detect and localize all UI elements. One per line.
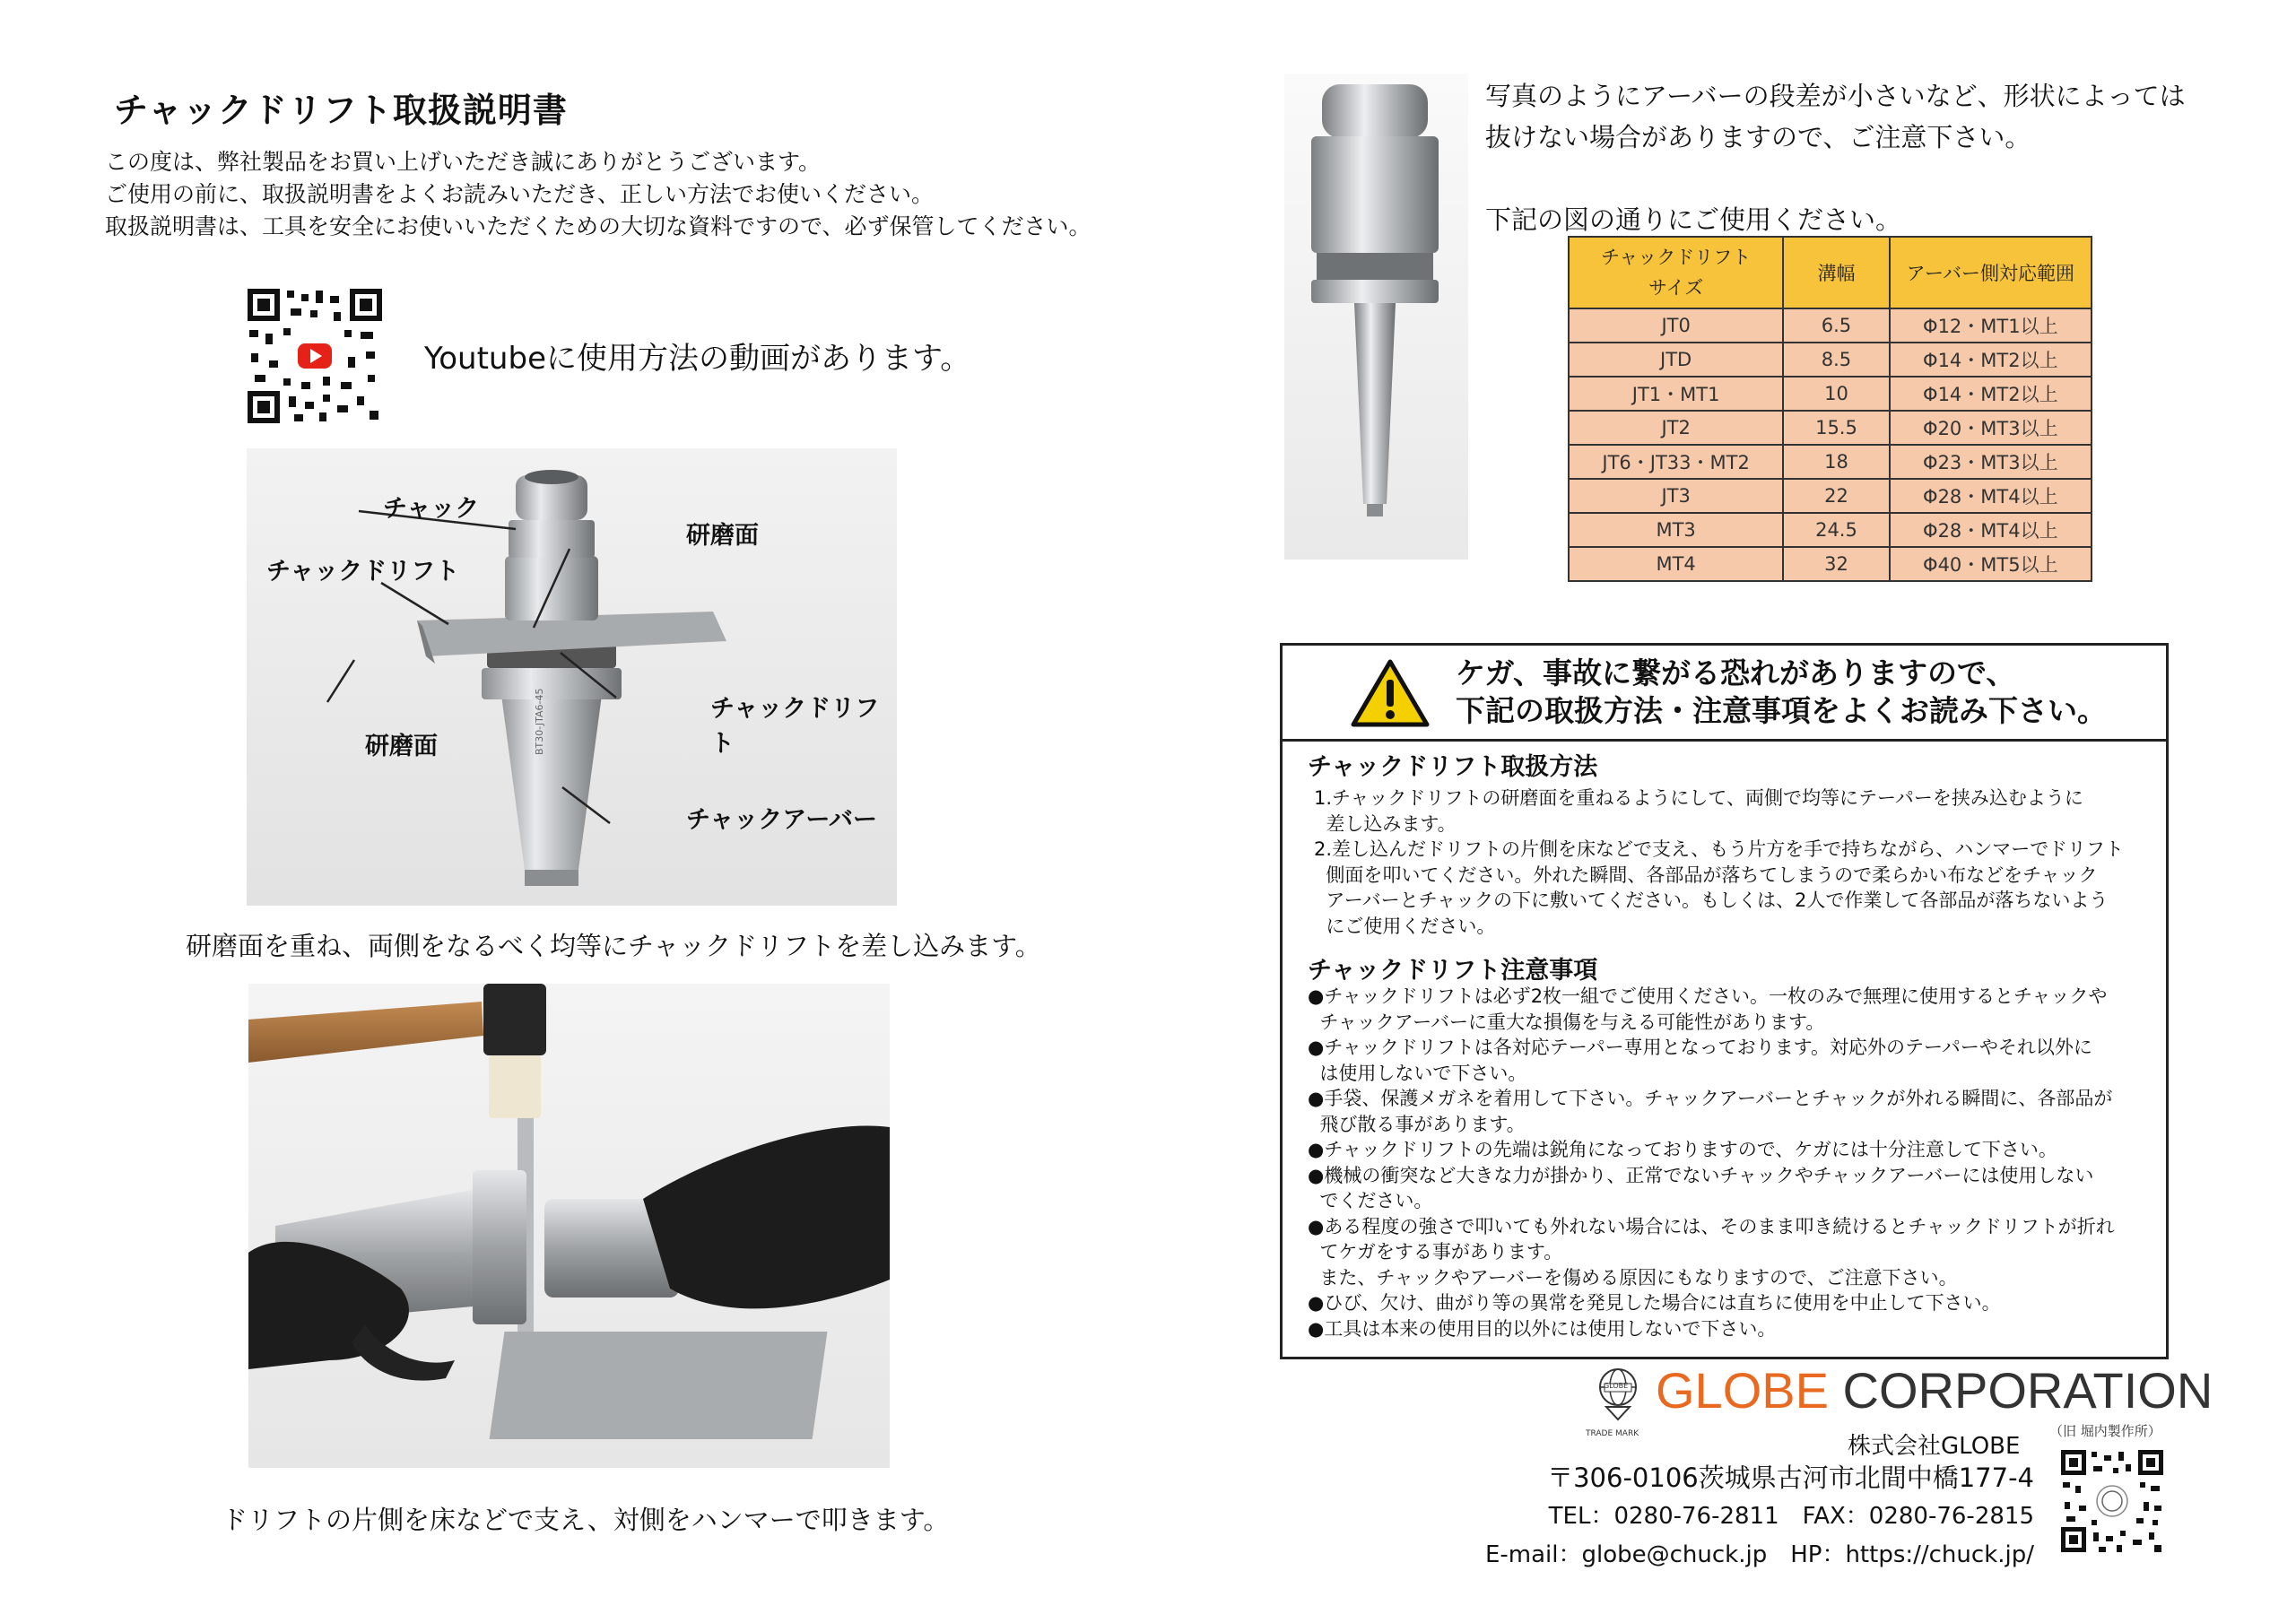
document-title: チャックドリフト取扱説明書 <box>114 91 568 130</box>
table-cell: Φ14・MT2以上 <box>1890 377 2092 411</box>
list-item: にご使用ください。 <box>1314 915 1496 937</box>
list-item: 側面を叩いてください。外れた瞬間、各部品が落ちてしまうので柔らかい布などをチャック <box>1314 864 2098 886</box>
table-cell: MT3 <box>1569 513 1783 547</box>
list-item: ●ある程度の強さで叩いても外れない場合には、そのまま叩き続けるとチャックドリフトが折れ <box>1308 1215 2115 1237</box>
company-name <box>1656 1361 2213 1419</box>
table-cell: JT1・MT1 <box>1569 377 1783 411</box>
list-item: は使用しないで下さい。 <box>1308 1062 1527 1084</box>
warning-triangle-icon <box>1350 658 1431 728</box>
chuck-parts-photo <box>247 448 897 906</box>
table-row <box>1569 479 2092 513</box>
globe-logo-icon <box>1592 1366 1644 1427</box>
table-cell: Φ40・MT5以上 <box>1890 547 2092 581</box>
company-address: 〒306-0106茨城県古河市北間中橋177-4 <box>1547 1462 2034 1493</box>
list-item: ●機械の衝突など大きな力が掛かり、正常でないチャックやチャックアーバーには使用しない <box>1308 1164 2094 1186</box>
table-cell: JT2 <box>1569 411 1783 445</box>
small-step-arbor-photo <box>1284 74 1468 560</box>
company-brand: GLOBE <box>1656 1362 1829 1419</box>
warning-title-line: ケガ、事故に繋がる恐れがありますので、 <box>1456 655 2016 690</box>
youtube-qr-code[interactable] <box>248 289 382 423</box>
hammering-photo <box>248 984 890 1468</box>
table-cell: 22 <box>1783 479 1889 513</box>
list-item: 差し込みます。 <box>1314 812 1457 835</box>
table-header: アーバー側対応範囲 <box>1890 237 2092 308</box>
intro-line: ご使用の前に、取扱説明書をよくお読みいただき、正しい方法でお使いください。 <box>105 181 935 207</box>
label-drift-right: チャックドリフト <box>710 695 880 758</box>
table-cell: 24.5 <box>1783 513 1889 547</box>
list-item: チャックアーバーに重大な損傷を与える可能性があります。 <box>1308 1011 1825 1033</box>
caption-photo1: 研磨面を重ね、両側をなるべく均等にチャックドリフトを差し込みます。 <box>186 931 1041 961</box>
list-item: ●チャックドリフトは各対応テーパー専用となっております。対応外のテーパーやそれ以外に <box>1308 1037 2092 1058</box>
table-header: チャックドリフト サイズ <box>1569 237 1783 308</box>
table-cell: 6.5 <box>1783 308 1889 343</box>
list-item: ●チャックドリフトは必ず2枚一組でご使用ください。一枚のみで無理に使用するとチャックや <box>1308 985 2108 1007</box>
table-cell: Φ23・MT3以上 <box>1890 445 2092 479</box>
company-qr-code[interactable] <box>2061 1450 2163 1552</box>
company-jp-name: 株式会社GLOBE <box>1848 1433 2021 1460</box>
label-chuck: チャック <box>383 495 480 523</box>
table-row <box>1569 377 2092 411</box>
label-drift-left: チャックドリフト <box>266 558 460 586</box>
table-header: 溝幅 <box>1783 237 1889 308</box>
list-item: でください。 <box>1308 1190 1433 1211</box>
note-line <box>1485 158 2186 199</box>
table-cell: JT3 <box>1569 479 1783 513</box>
warning-title <box>1456 655 2107 730</box>
list-item: 1.チャックドリフトの研磨面を重ねるようにして、両側で均等にテーパーを挟み込むように <box>1314 787 2083 809</box>
table-cell: 18 <box>1783 445 1889 479</box>
youtube-note: Youtubeに使用方法の動画があります。 <box>424 341 971 377</box>
intro-line: 取扱説明書は、工具を安全にお使いいただくための大切な資料ですので、必ず保管してください。 <box>105 213 1091 239</box>
table-cell: Φ28・MT4以上 <box>1890 513 2092 547</box>
list-item: また、チャックやアーバーを傷める原因にもなりますので、ご注意下さい。 <box>1308 1266 1958 1289</box>
table-cell: JT0 <box>1569 308 1783 343</box>
note-line: 写真のようにアーバーの段差が小さいなど、形状によっては <box>1485 81 2186 111</box>
table-row <box>1569 343 2092 377</box>
table-row <box>1569 411 2092 445</box>
table-cell: 32 <box>1783 547 1889 581</box>
list-item: ●手袋、保護メガネを着用して下さい。チャックアーバーとチャックが外れる瞬間に、各部品が <box>1308 1088 2113 1109</box>
company-email-hp: E-mail：globe@chuck.jp HP：https://chuck.jp/ <box>1484 1541 2034 1568</box>
warning-box <box>1280 643 2169 1359</box>
caution-list <box>1308 984 2115 1341</box>
table-cell: JT6・JT33・MT2 <box>1569 445 1783 479</box>
list-item: 飛び散る事があります。 <box>1308 1113 1526 1135</box>
warning-title-line: 下記の取扱方法・注意事項をよくお読み下さい。 <box>1456 693 2107 728</box>
company-tel-fax: TEL：0280-76-2811 FAX：0280-76-2815 <box>1548 1503 2034 1530</box>
table-row <box>1569 513 2092 547</box>
logo-text: GLOBE <box>1604 1382 1629 1390</box>
note-line: 下記の図の通りにご使用ください。 <box>1485 204 1902 235</box>
list-item: アーバーとチャックの下に敷いてください。もしくは、2人で作業して各部品が落ちないよう <box>1314 890 2109 911</box>
list-item: ●チャックドリフトの先端は鋭角になっておりますので、ケガには十分注意して下さい。 <box>1308 1139 2057 1160</box>
table-row <box>1569 445 2092 479</box>
table-row <box>1569 308 2092 343</box>
label-ground-face-bottom: 研磨面 <box>365 733 438 760</box>
company-contact <box>1435 1459 2034 1575</box>
table-cell: Φ12・MT1以上 <box>1890 308 2092 343</box>
method-list <box>1314 785 2124 939</box>
table-cell: Φ28・MT4以上 <box>1890 479 2092 513</box>
list-item: てケガをする事があります。 <box>1308 1241 1563 1263</box>
company-name-rest: CORPORATION <box>1828 1362 2213 1419</box>
table-cell: JTD <box>1569 343 1783 377</box>
table-cell: Φ20・MT3以上 <box>1890 411 2092 445</box>
table-cell: MT4 <box>1569 547 1783 581</box>
arbor-marking: BT30-JTA6-45 <box>534 688 545 755</box>
table-cell: 15.5 <box>1783 411 1889 445</box>
intro-text <box>105 146 1091 243</box>
company-former-name: （旧 堀内製作所） <box>2049 1423 2161 1439</box>
list-item: ●工具は本来の使用目的以外には使用しないで下さい。 <box>1308 1317 1777 1340</box>
caption-photo2: ドリフトの片側を床などで支え、対側をハンマーで叩きます。 <box>222 1505 950 1535</box>
logo-trademark: TRADE MARK <box>1586 1429 1639 1438</box>
caution-title: チャックドリフト注意事項 <box>1308 957 1598 985</box>
note-line: 抜けない場合がありますので、ご注意下さい。 <box>1485 122 2031 152</box>
label-ground-face-top: 研磨面 <box>686 522 759 550</box>
intro-line: この度は、弊社製品をお買い上げいただき誠にありがとうございます。 <box>105 149 822 175</box>
table-cell: 10 <box>1783 377 1889 411</box>
warning-header <box>1283 646 2166 742</box>
note-text <box>1485 75 2186 240</box>
label-arbor: チャックアーバー <box>686 806 878 834</box>
table-row <box>1569 547 2092 581</box>
table-cell: Φ14・MT2以上 <box>1890 343 2092 377</box>
table-cell: 8.5 <box>1783 343 1889 377</box>
drift-size-table <box>1568 236 2092 582</box>
method-title: チャックドリフト取扱方法 <box>1308 753 1598 781</box>
list-item: ●ひび、欠け、曲がり等の異常を発見した場合には直ちに使用を中止して下さい。 <box>1308 1292 2001 1314</box>
list-item: 2.差し込んだドリフトの片側を床などで支え、もう片方を手で持ちながら、ハンマーでドリフト <box>1314 838 2124 860</box>
